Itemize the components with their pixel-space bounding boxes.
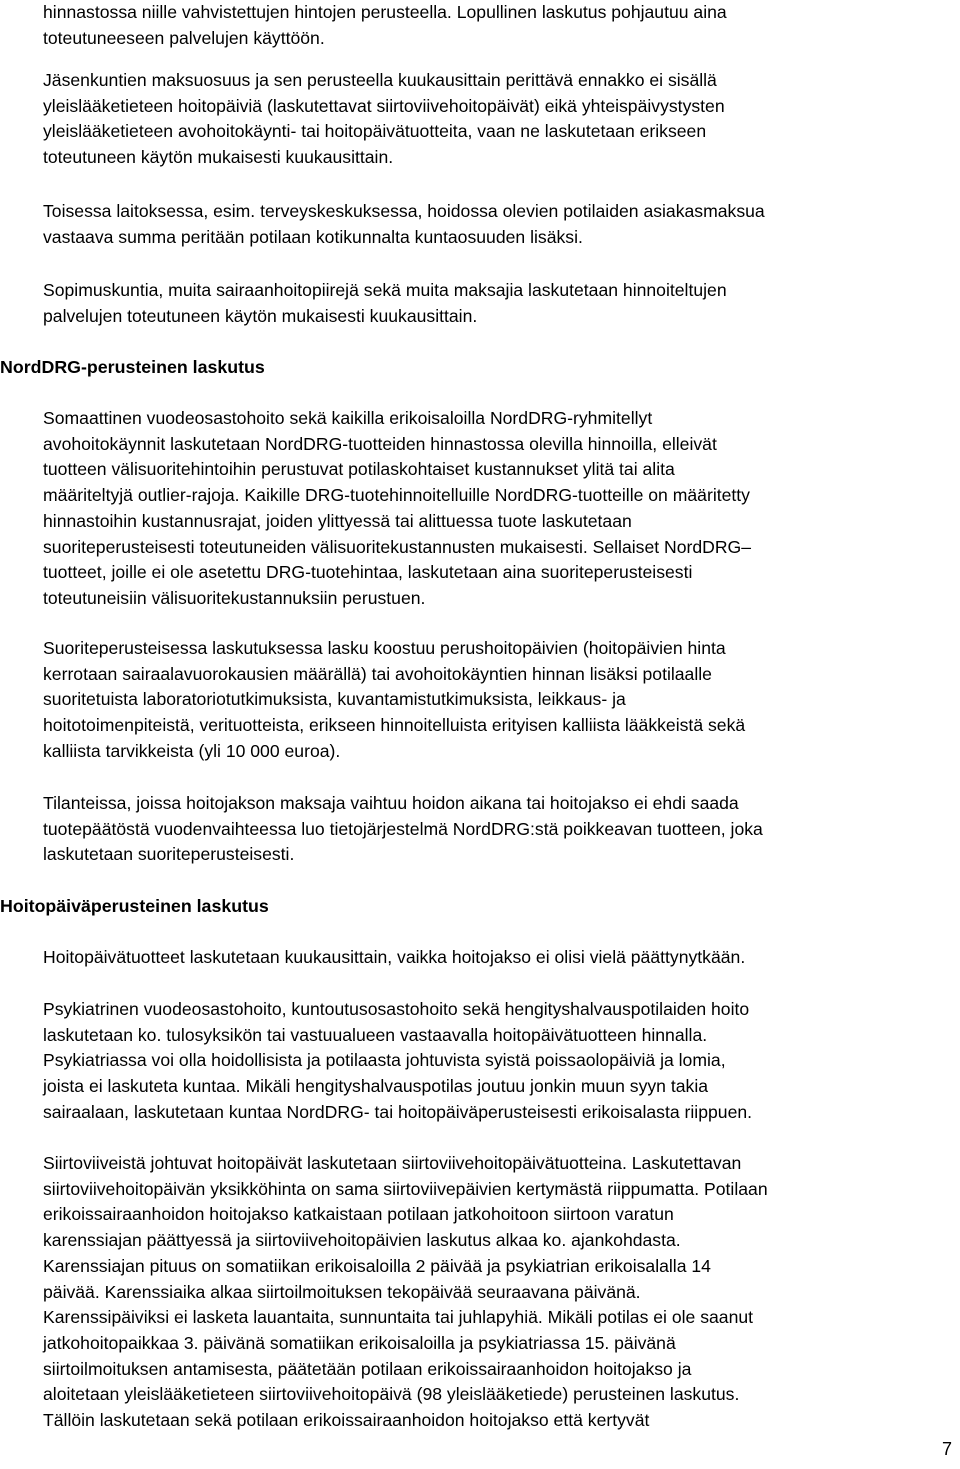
text-line: Sopimuskuntia, muita sairaanhoitopiirejä sekä muita maksajia laskutetaan hinnoiteltujen [43,280,727,300]
text-line: toteutuneen käytön mukaisesti kuukausittain. [43,147,394,168]
paragraph [43,68,955,171]
section-heading: NordDRG-perusteinen laskutus [0,357,265,377]
text-line: Tilanteissa, joissa hoitojakson maksaja vaihtuu hoidon aikana tai hoitojakso ei ehdi saada [43,793,739,813]
text-line: laskutetaan suoriteperusteisesti. [43,844,295,865]
text-line: toteutuneisiin välisuoritekustannuksiin perustuen. [43,587,426,608]
text-line: avohoitokäynnit laskutetaan NordDRG-tuotteiden hinnastossa olevilla hinnoilla, elleivät [43,433,717,454]
paragraph [43,945,955,971]
paragraph [43,791,955,868]
paragraph [43,1151,955,1434]
text-line: joista ei laskuteta kuntaa. Mikäli hengityshalvauspotilas joutuu jonkin muun syyn takia [43,1076,709,1097]
text-line: tuotteen välisuoritehintoihin perustuvat potilaskohtaiset kustannukset ylitä tai alita [43,459,675,480]
paragraph [43,199,955,250]
text-line: suoriteperusteisesti toteutuneiden välisuoritekustannusten mukaisesti. Sellaiset NordDRG– [43,536,752,557]
text-line: siirtoviivehoitopäivän yksikköhinta on sama siirtoviivepäivien kertymästä riippumatta. Potilaan [43,1178,768,1199]
text-line: Tällöin laskutetaan sekä potilaan erikoissairaanhoidon hoitojakso että kertyvät [43,1410,650,1431]
paragraph [43,406,955,612]
paragraph [43,278,955,329]
text-line: karenssiajan päättyessä ja siirtoviivehoitopäivien laskutus alkaa ko. ajankohdasta. [43,1230,681,1251]
text-line: laskutetaan ko. tulosyksikön tai vastuualueen vastaavalla hoitopäivätuotteen hinnalla. [43,1024,708,1045]
paragraph [43,997,955,1126]
text-line: erikoissairaanhoidon hoitojakso katkaistaan potilaan jatkohoitoon siirtoon varatun [43,1204,674,1225]
text-line: vastaava summa peritään potilaan kotikunnalta kuntaosuuden lisäksi. [43,226,583,247]
text-line: päivää. Karenssiaika alkaa siirtoilmoituksen tekopäivää seuraavana päivänä. [43,1281,641,1302]
text-line: aloitetaan yleislääketieteen siirtoviivehoitopäivä (98 yleislääketiede) perusteinen laskutus. [43,1384,740,1405]
text-line: palvelujen toteutuneen käytön mukaisesti kuukausittain. [43,305,478,326]
text-line: kalliista tarvikkeista (yli 10 000 euroa). [43,740,341,761]
text-line: Hoitopäivätuotteet laskutetaan kuukausittain, vaikka hoitojakso ei olisi vielä päättynytkään. [43,947,746,967]
text-line: tuotteet, joille ei ole asetettu DRG-tuotehintaa, laskutetaan aina suoriteperusteisesti [43,562,693,583]
paragraph [43,636,955,765]
text-line: Karenssipäiviksi ei lasketa lauantaita, sunnuntaita tai juhlapyhiä. Mikäli potilas ei ole saanut [43,1307,754,1328]
text-line: Psykiatrinen vuodeosastohoito, kuntoutusosastohoito sekä hengityshalvauspotilaiden hoito [43,999,750,1019]
text-line: siirtoilmoituksen antamisesta, päätetään potilaan erikoissairaanhoidon hoitojakso ja [43,1358,692,1379]
text-line: Karenssiajan pituus on somatiikan erikoisaloilla 2 päivää ja psykiatrian erikoisalalla 14 [43,1255,711,1276]
text-line: yleislääketieteen hoitopäiviä (laskutettavat siirtoviivehoitopäivät) eikä yhteispäivystysten [43,95,725,116]
text-line: määriteltyjä outlier-rajoja. Kaikille DRG-tuotehinnoitelluille NordDRG-tuotteille on määritetty [43,485,750,506]
text-line: yleislääketieteen avohoitokäynti- tai hoitopäivätuotteita, vaan ne laskutetaan erikseen [43,121,707,142]
text-line: tuotepäätöstä vuodenvaihteessa luo tietojärjestelmä NordDRG:stä poikkeavan tuotteen, joka [43,818,763,839]
page-number: 7 [941,1439,952,1459]
text-line: toteutuneeseen palvelujen käyttöön. [43,27,325,48]
text-line: Suoriteperusteisessa laskutuksessa lasku koostuu perushoitopäivien (hoitopäivien hinta [43,638,726,658]
text-line: suoritetuista laboratoriotutkimuksista, kuvantamistutkimuksista, leikkaus- ja [43,689,626,710]
text-line: hoitotoimenpiteistä, verituotteista, erikseen hinnoitelluista erityisen kalliista lääkkeistä sekä [43,715,746,736]
text-line: jatkohoitopaikkaa 3. päivänä somatiikan erikoisaloilla ja psykiatriassa 15. päivänä [43,1332,676,1353]
text-line: hinnastoihin kustannusrajat, joiden ylittyessä tai alittuessa tuote laskutetaan [43,510,632,531]
text-line: Siirtoviiveistä johtuvat hoitopäivät laskutetaan siirtoviivehoitopäivätuotteina. Laskutettavan [43,1153,742,1173]
text-line: Psykiatriassa voi olla hoidollisista ja potilaasta johtuvista syistä poissaolopäiviä ja lomia, [43,1050,726,1071]
paragraph [43,0,955,51]
section-heading: Hoitopäiväperusteinen laskutus [0,896,269,916]
text-line: Somaattinen vuodeosastohoito sekä kaikilla erikoisaloilla NordDRG-ryhmitellyt [43,408,653,428]
text-line: Toisessa laitoksessa, esim. terveyskeskuksessa, hoidossa olevien potilaiden asiakasmaksua [43,201,765,221]
text-line: hinnastossa niille vahvistettujen hintojen perusteella. Lopullinen laskutus pohjautuu aina [43,2,727,22]
text-line: Jäsenkuntien maksuosuus ja sen perusteella kuukausittain perittävä ennakko ei sisällä [43,70,717,90]
text-line: sairaalaan, laskutetaan kuntaa NordDRG- tai hoitopäiväperusteisesti erikoisalasta riippuen. [43,1101,753,1122]
text-line: kerrotaan sairaalavuorokausien määrällä) tai avohoitokäyntien hinnan lisäksi potilaalle [43,663,712,684]
